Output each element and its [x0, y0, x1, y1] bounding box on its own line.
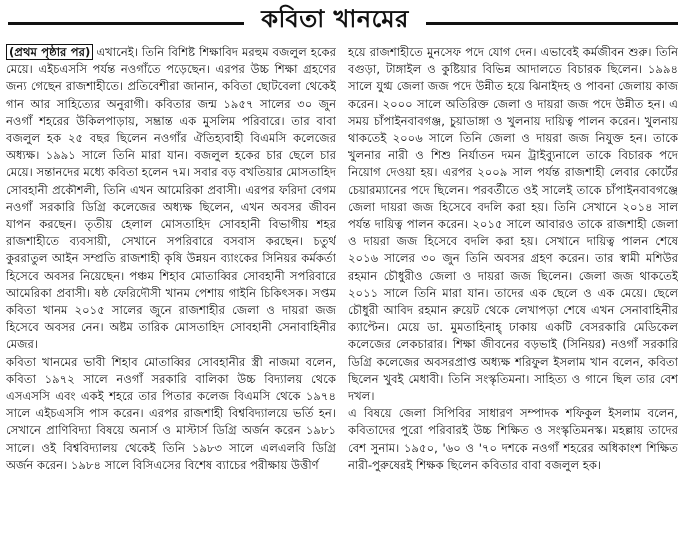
continuation-label: (প্রথম পৃষ্ঠার পর): [6, 44, 93, 60]
article-paragraph: [6, 44, 336, 354]
paragraph-text: এখানেই। তিনি বিশিষ্ট শিক্ষাবিদ মরহুম বজলুল হকের মেয়ে। এইচএসসি পর্যন্ত নওগাঁতে পড়েছেন। এরপর উচ্চ শিক্ষা গ্রহণের জন্য গেছেন রাজশাহীতে। প্রতিবেশীরা জানান, কবিতা ছোটবেলা থেকেই গান আর সাহিত্যের অনুরাগী। কবিতার জন্ম ১৯৫৭ সালের ৩০ জুন নওগাঁ শহরের উকিলপাড়ায়, সম্ভ্রান্ত এক মুসলিম পরিবারে। তার বাবা বজলুল হক ২৫ বছর ছিলেন নওগাঁর ঐতিহ্যবাহী বিএমসি কলেজের অধ্যক্ষ। ১৯৯১ সালে তিনি মারা যান। বজলুল হকের চার ছেলে চার মেয়ে। সন্তানদের মধ্যে কবিতা হলেন ৭ম। সবার বড় বখতিয়ার মোসতাহিদ সোবহানী প্রকৌশলী, তিনি এখন আমেরিকা প্রবাসী। এরপর ফরিদা বেগম নওগাঁ সরকারি ডিগ্রি কলেজের অধ্যক্ষ ছিলেন, এখন অবসর জীবন যাপন করছেন। তৃতীয় হেলাল মোসতাহিদ সোবহানী বিভাগীয় শহর রাজশাহীতে ব্যবসায়ী, সেখানে সপরিবারে বসবাস করছেন। চতুর্থ কুররাতুল আইন সম্প্রতি রাজশাহী কৃষি উন্নয়ন ব্যাংকের সিনিয়র কর্মকর্তা হিসেবে অবসর নিয়েছেন। পঞ্চম শিহাব মোতাব্বির সোবহানী সপরিবারে আমেরিকা প্রবাসী। ষষ্ঠ ফেরিদৌসী খানম পেশায় গাইনি চিকিৎসক। সপ্তম কবিতা খানম ২০১৫ সালের জুনে রাজশাহীর জেলা ও দায়রা জজ হিসেবে অবসর নেন। অষ্টম তারিক মোসতাহিদ সোবহানী সেনাবাহিনীর মেজর।: [6, 45, 336, 352]
headline-rule-left: [8, 22, 244, 25]
headline-rule-right: [426, 22, 678, 25]
article-paragraph: হয়ে রাজশাহীতে মুনসেফ পদে যোগ দেন। এভাবেই কর্মজীবন শুরু। তিনি বগুড়া, টাঙ্গাইল ও কুষ্টিয়ার বিভিন্ন আদালতে বিচারক ছিলেন। ১৯৯৪ সালে যুগ্ম জেলা জজ পদে উন্নীত হয়ে ঝিনাইদহ ও পাবনা জেলায় কাজ করেন। ২০০০ সালে অতিরিক্ত জেলা ও দায়রা জজ পদে উন্নীত হন। এ সময় চাঁপাইনবাবগঞ্জ, চুয়াডাঙ্গা ও খুলনায় দায়িত্ব পালন করেন। খুলনায় থাকতেই ২০০৬ সালে তিনি জেলা ও দায়রা জজ নিযুক্ত হন। তাকে খুলনার নারী ও শিশু নির্যাতন দমন ট্রাইব্যুনালে তাকে বিচারক পদে নিয়োগ দেওয়া হয়। এরপর ২০০৯ সাল পর্যন্ত রাজশাহী লেবার কোর্টের চেয়ারম্যানের পদে ছিলেন। পরবর্তীতে ওই সালেই তাকে চাঁপাইনবাবগঞ্জে জেলা দায়রা জজ হিসেবে বদলি করা হয়। তিনি সেখানে ২০১৪ সাল পর্যন্ত দায়িত্ব পালন করেন। ২০১৫ সালে আবারও তাকে রাজশাহী জেলা ও দায়রা জজ হিসেবে বদলি করা হয়। সেখানে দায়িত্ব পালন শেষে ২০১৬ সালের ৩০ জুন তিনি অবসর গ্রহণ করেন। তার স্বামী মশিউর রহমান চৌধুরীও জেলা ও দায়রা জজ ছিলেন। জেলা জজ থাকতেই ২০১১ সালে তিনি মারা যান। তাদের এক ছেলে ও এক মেয়ে। ছেলে চৌধুরী আবিদ রহমান রুয়েট থেকে লেখাপড়া শেষে এখন সেনাবাহিনীর ক্যাপ্টেন। মেয়ে ডা. মুমতাহিনাহ্ ঢাকায় একটি বেসরকারি মেডিকেল কলেজের লেকচারার। শিক্ষা জীবনের বড়ভাই (সিনিয়র) নওগাঁ সরকারি ডিগ্রি কলেজের অবসরপ্রাপ্ত অধ্যক্ষ শরিফুল ইসলাম খান বলেন, কবিতা ছিলেন খুবই মেধাবী। তিনি সংস্কৃতিমনা। সাহিত্য ও গানে ছিল তার বেশ দখল।: [348, 45, 678, 404]
article-column-left: [6, 44, 336, 544]
article-paragraph: কবিতা খানমের ভাবী শিহাব মোতাব্বির সোবহানীর স্ত্রী নাজমা বলেন, কবিতা ১৯৭২ সালে নওগাঁ সরকারি বালিকা উচ্চ বিদ্যালয় থেকে এসএসসি এবং একই শহরে তার পিতার কলেজ বিএমসি থেকে ১৯৭৪ সালে এইচএসসি পাস করেন। এরপর রাজশাহী বিশ্ববিদ্যালয়ে ভর্তি হন। সেখানে প্রাণিবিদ্যা বিষয়ে অনার্স ও মাস্টার্স ডিগ্রি অর্জন করেন ১৯৮১ সালে। ওই বিশ্ববিদ্যালয় থেকেই তিনি ১৯৮৩ সালে এলএলবি ডিগ্রি অর্জন করেন। ১৯৮৪ সালে বিসিএসের বিশেষ ব্যাচের পরীক্ষায় উত্তীর্ণ: [6, 354, 336, 472]
article-paragraph: এ বিষয়ে জেলা সিপিবির সাধারণ সম্পাদক শফিকুল ইসলাম বলেন, কবিতাদের পুরো পরিবারই উচ্চ শিক্ষিত ও সংস্কৃতিমনস্ক। মহল্লায় তাদের বেশ সুনাম। ১৯৫০, '৬০ ও '৭০ দশকে নওগাঁ শহরের অধিকাংশ শিক্ষিত নারী-পুরুষেরই শিক্ষক ছিলেন কবিতার বাবা বজলুল হক।: [348, 406, 678, 472]
headline-bar: [0, 0, 684, 38]
article-body: [6, 44, 678, 544]
headline-title: কবিতা খানমের: [261, 5, 409, 33]
article-column-right: [348, 44, 678, 544]
